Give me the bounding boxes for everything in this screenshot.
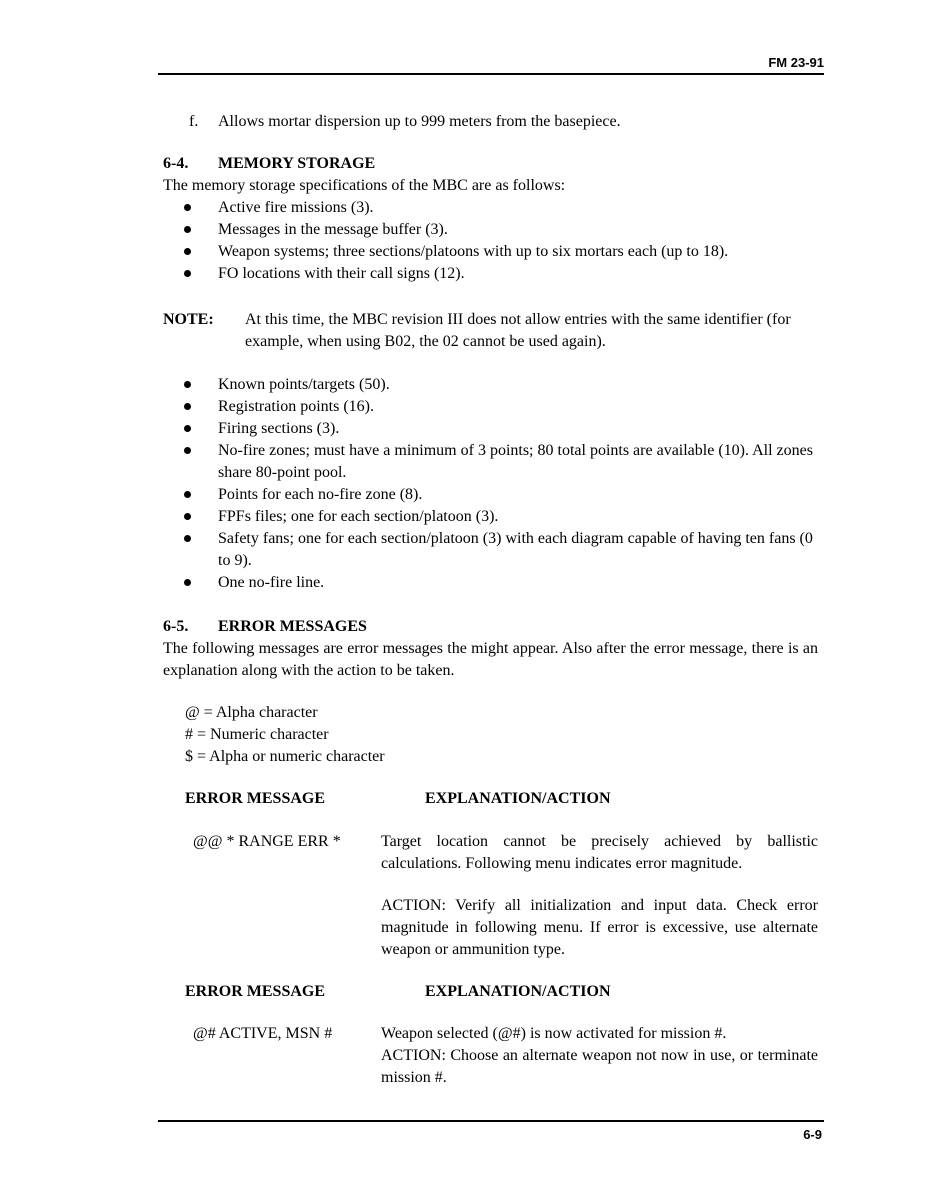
bullet-icon bbox=[184, 204, 191, 211]
list-item: Weapon systems; three sections/platoons with up to six mortars each (up to 18). bbox=[184, 241, 824, 263]
list-item: Safety fans; one for each section/platoon (3) with each diagram capable of having ten fans (0 to 9). bbox=[184, 528, 824, 572]
section-title: MEMORY STORAGE bbox=[218, 155, 376, 172]
list-item-f bbox=[189, 111, 621, 133]
section-intro: The memory storage specifications of the MBC are as follows: bbox=[163, 177, 566, 194]
footer-rule bbox=[158, 1120, 824, 1122]
note-text: At this time, the MBC revision III does not allow entries with the same identifier (for example, when using B02, the 02 cannot be used again). bbox=[245, 311, 791, 350]
list-item: No-fire zones; must have a minimum of 3 points; 80 total points are available (10). All zones share 80-point pool. bbox=[184, 440, 824, 484]
list-item: Firing sections (3). bbox=[184, 418, 824, 440]
section-title: ERROR MESSAGES bbox=[218, 618, 367, 635]
section-number: 6-4. bbox=[163, 155, 189, 172]
error-code: @# ACTIVE, MSN # bbox=[193, 1025, 333, 1042]
bullet-icon bbox=[184, 381, 191, 388]
section-heading-6-5 bbox=[163, 616, 818, 638]
document-id: FM 23-91 bbox=[768, 55, 824, 70]
error-explanation: Target location cannot be precisely achieved by ballistic calculations. Following menu indicates error magnitude. bbox=[381, 833, 818, 872]
note-label: NOTE: bbox=[163, 311, 214, 328]
bullet-icon bbox=[184, 579, 191, 586]
legend-item: $ = Alpha or numeric character bbox=[185, 748, 385, 765]
column-header-explanation: EXPLANATION/ACTION bbox=[425, 983, 611, 1000]
list-item: FPFs files; one for each section/platoon (3). bbox=[184, 506, 824, 528]
list-item: One no-fire line. bbox=[184, 572, 824, 594]
page-number: 6-9 bbox=[803, 1127, 822, 1142]
bullet-icon bbox=[184, 491, 191, 498]
list-item: Known points/targets (50). bbox=[184, 374, 824, 396]
symbol-legend bbox=[185, 702, 385, 768]
list-item: Points for each no-fire zone (8). bbox=[184, 484, 824, 506]
section-heading-6-4 bbox=[163, 153, 818, 175]
list-item: Messages in the message buffer (3). bbox=[184, 219, 824, 241]
bullet-list-memory-a bbox=[184, 197, 824, 285]
bullet-icon bbox=[184, 403, 191, 410]
list-item: Active fire missions (3). bbox=[184, 197, 824, 219]
bullet-icon bbox=[184, 270, 191, 277]
legend-item: @ = Alpha character bbox=[185, 704, 318, 721]
bullet-icon bbox=[184, 226, 191, 233]
bullet-icon bbox=[184, 513, 191, 520]
legend-item: # = Numeric character bbox=[185, 726, 329, 743]
error-action: ACTION: Choose an alternate weapon not now in use, or terminate mission #. bbox=[381, 1047, 818, 1086]
item-text: Allows mortar dispersion up to 999 meters from the basepiece. bbox=[218, 113, 621, 130]
bullet-list-memory-b bbox=[184, 374, 824, 594]
bullet-icon bbox=[184, 447, 191, 454]
bullet-icon bbox=[184, 248, 191, 255]
column-header-explanation: EXPLANATION/ACTION bbox=[425, 790, 611, 807]
section-intro: The following messages are error messages the might appear. Also after the error message, there is an explanation along with the action to be taken. bbox=[163, 640, 818, 679]
running-header bbox=[158, 54, 824, 75]
section-number: 6-5. bbox=[163, 618, 189, 635]
item-label: f. bbox=[189, 113, 199, 130]
column-header-error: ERROR MESSAGE bbox=[185, 983, 326, 1000]
column-header-error: ERROR MESSAGE bbox=[185, 790, 326, 807]
note-block bbox=[163, 309, 823, 353]
list-item: FO locations with their call signs (12). bbox=[184, 263, 824, 285]
error-action: ACTION: Verify all initialization and input data. Check error magnitude in following menu. If error is excessive, use alternate weapon or ammunition type. bbox=[381, 897, 818, 958]
bullet-icon bbox=[184, 425, 191, 432]
error-explanation: Weapon selected (@#) is now activated for mission #. bbox=[381, 1025, 727, 1042]
bullet-icon bbox=[184, 535, 191, 542]
list-item: Registration points (16). bbox=[184, 396, 824, 418]
error-code: @@ * RANGE ERR * bbox=[193, 833, 341, 850]
